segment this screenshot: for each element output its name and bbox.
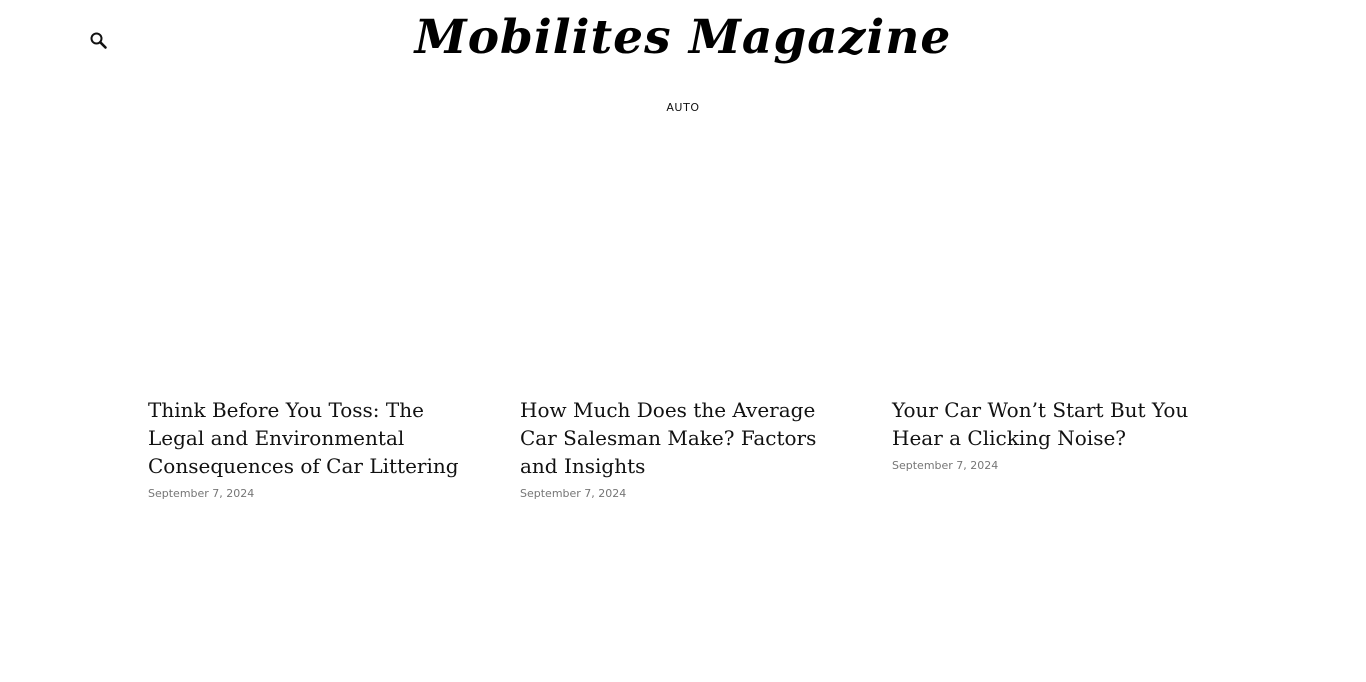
post-title-link[interactable]: How Much Does the Average Car Salesman Make? Factors and Insights [520,398,817,478]
post-date: September 7, 2024 [892,459,999,472]
post-card [892,396,1212,474]
post-date: September 7, 2024 [148,487,255,500]
post-title-link[interactable]: Your Car Won’t Start But You Hear a Clicking Noise? [892,398,1189,450]
site-logo[interactable]: Mobilites Magazine [414,10,952,65]
site-header [0,0,1366,125]
post-card [148,396,468,502]
menu-item-auto[interactable]: AUTO [666,101,700,114]
main-menu [0,96,1366,116]
post-grid [148,396,1218,526]
post-date: September 7, 2024 [520,487,627,500]
post-card [520,396,840,502]
post-title-link[interactable]: Think Before You Toss: The Legal and Environmental Consequences of Car Littering [148,398,459,478]
